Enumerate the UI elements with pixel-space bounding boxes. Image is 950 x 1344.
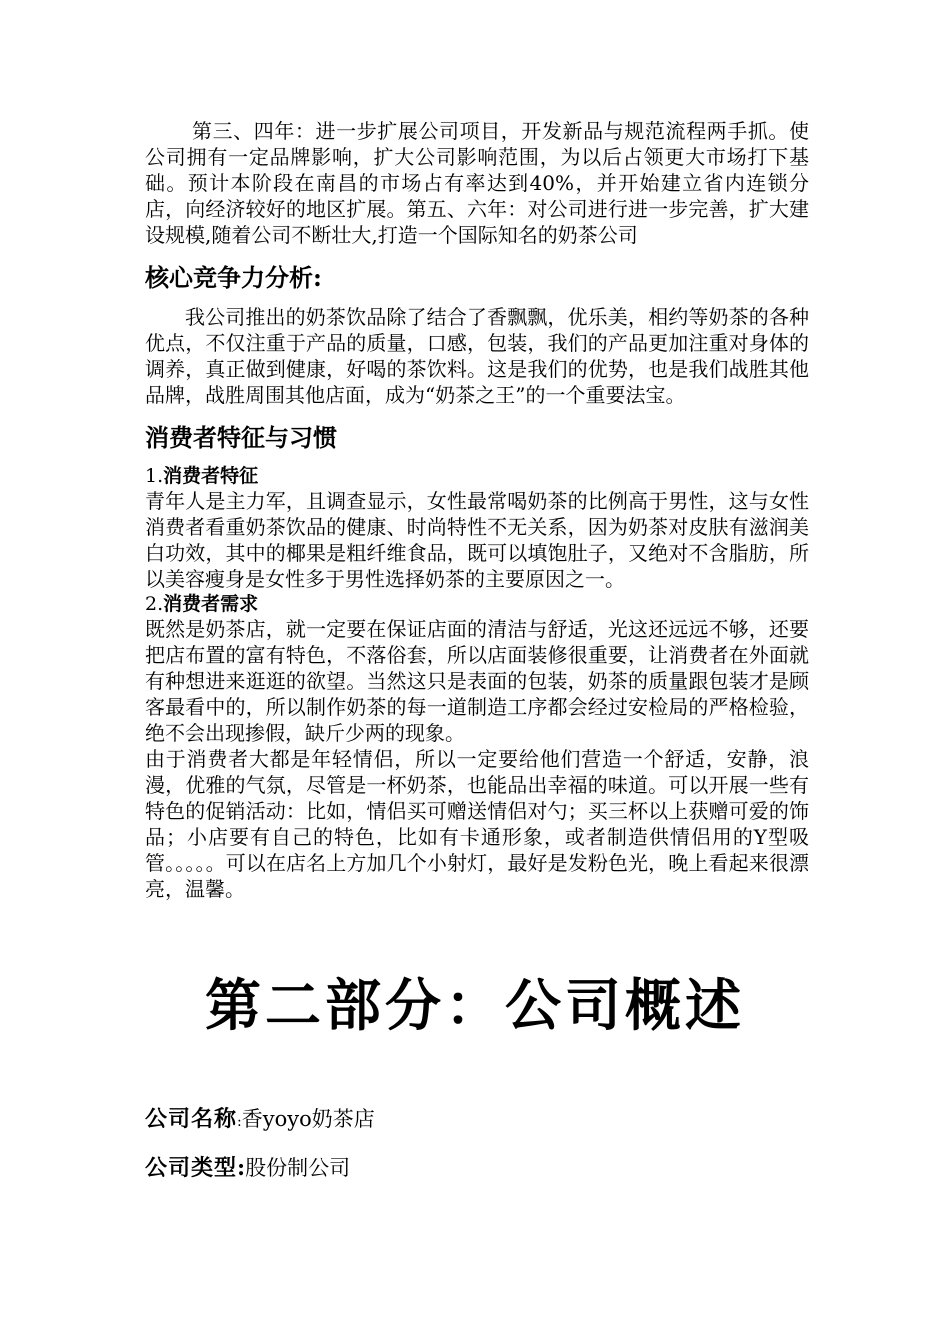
consumer-needs-paragraph-1: 既然是奶茶店，就一定要在保证店面的清洁与舒适，光这还远远不够，还要把店布置的富有特色，不落俗套，所以店面装修很重要，让消费者在外面就有种想进来逛逛的欲望。当然这只是表面的包装，奶茶的质量跟包装才是顾客最看中的，所以制作奶茶的每一道制造工序都会经过安检局的严格检验，绝不会出现掺假，缺斤少两的现象。	[145, 617, 809, 745]
core-competence-heading: 核心竞争力分析:	[145, 263, 322, 292]
company-type-value: 股份制公司	[245, 1156, 351, 1180]
company-name-value: 香yoyo奶茶店	[241, 1107, 375, 1131]
consumer-needs-paragraph-2: 由于消费者大都是年轻情侣，所以一定要给他们营造一个舒适，安静，浪漫，优雅的气氛，尽管是一杯奶茶，也能品出幸福的味道。可以开展一些有特色的促销活动：比如，情侣买可赠送情侣对勺；买三杯以上获赠可爱的饰品；小店要有自己的特色，比如有卡通形象，或者制造供情侣用的Y型吸管。。。。。可以在店名上方加几个小射灯，最好是发粉色光，晚上看起来很漂亮，温馨。	[145, 747, 809, 901]
consumer-characteristics-title: 消费者特征	[163, 465, 259, 487]
consumer-heading: 消费者特征与习惯	[145, 423, 337, 452]
consumer-characteristics-heading	[145, 464, 809, 488]
consumer-characteristics-paragraph: 青年人是主力军，且调查显示，女性最常喝奶茶的比例高于男性，这与女性消费者看重奶茶饮品的健康、时尚特性不无关系，因为奶茶对皮肤有滋润美白功效，其中的椰果是粗纤维食品，既可以填饱肚子，又绝对不含脂肪，所以美容瘦身是女性多于男性选择奶茶的主要原因之一。	[145, 489, 809, 591]
consumer-needs-heading	[145, 592, 809, 616]
company-type-separator: :	[237, 1155, 246, 1181]
company-type-line	[145, 1153, 350, 1183]
company-name-line	[145, 1104, 375, 1137]
part-two-title: 第二部分：公司概述	[205, 973, 745, 1039]
core-competence-paragraph: 我公司推出的奶茶饮品除了结合了香飘飘，优乐美，相约等奶茶的各种优点，不仅注重于产品的质量，口感，包装，我们的产品更加注重对身体的调养，真正做到健康，好喝的茶饮料。这是我们的优势，也是我们战胜其他品牌，战胜周围其他店面，成为“奶茶之王”的一个重要法宝。	[145, 305, 809, 407]
intro-paragraph: 第三、四年：进一步扩展公司项目，开发新品与规范流程两手抓。使公司拥有一定品牌影响，扩大公司影响范围，为以后占领更大市场打下基础。预计本阶段在南昌的市场占有率达到40%，并开始建立省内连锁分店，向经济较好的地区扩展。第五、六年：对公司进行进一步完善，扩大建设规模,随着公司不断壮大,打造一个国际知名的奶茶公司	[145, 119, 809, 247]
document-body	[145, 118, 809, 902]
consumer-characteristics-number: 1.	[145, 465, 164, 487]
company-type-label: 公司类型	[145, 1155, 238, 1181]
consumer-needs-number: 2.	[145, 593, 164, 615]
company-name-separator: :	[237, 1114, 242, 1130]
consumer-needs-title: 消费者需求	[163, 593, 259, 615]
company-name-label: 公司名称	[145, 1106, 238, 1132]
